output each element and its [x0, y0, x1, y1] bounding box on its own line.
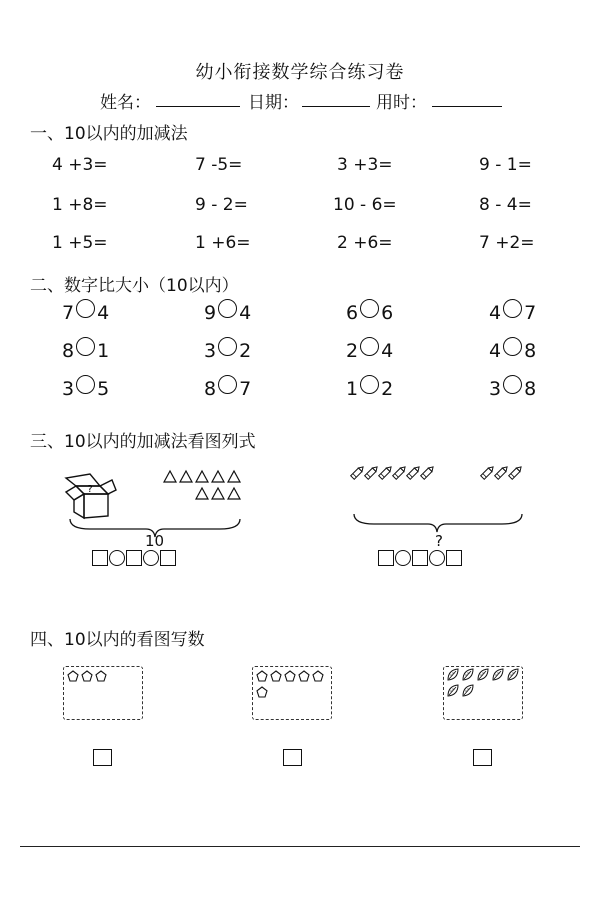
left-number: 3: [489, 378, 502, 400]
pencil-icon: [481, 465, 495, 479]
pentagon-group: [67, 670, 127, 686]
count-answer-box[interactable]: [473, 749, 492, 766]
compare-item: [489, 378, 536, 400]
pencil-icon: [509, 465, 523, 479]
compare-item: [62, 340, 109, 362]
triangle-icon: [196, 488, 208, 499]
triangle-icon: [212, 488, 224, 499]
pentagon-icon: [271, 671, 281, 681]
equation: 1 +6=: [195, 233, 251, 253]
picture-frame: [252, 666, 332, 720]
date-field[interactable]: [302, 88, 370, 107]
equation: 3 +3=: [337, 155, 393, 175]
right-number: 4: [97, 302, 110, 324]
compare-circle[interactable]: [76, 337, 95, 356]
compare-item: [204, 340, 251, 362]
operator-circle[interactable]: [109, 550, 125, 566]
answer-box[interactable]: [446, 550, 462, 566]
time-field[interactable]: [432, 88, 502, 107]
compare-item: [489, 340, 536, 362]
compare-item: [489, 302, 536, 324]
triangles-group: [163, 469, 243, 501]
compare-circle[interactable]: [218, 299, 237, 318]
operator-circle[interactable]: [143, 550, 159, 566]
left-number: 8: [204, 378, 217, 400]
answer-box[interactable]: [160, 550, 176, 566]
triangle-icon: [196, 471, 208, 482]
left-number: 8: [62, 340, 75, 362]
leaf-icon: [508, 669, 518, 680]
left-number: 6: [346, 302, 359, 324]
right-number: 6: [381, 302, 394, 324]
pentagon-icon: [96, 671, 106, 681]
left-number: 2: [346, 340, 359, 362]
pencil-icon: [379, 465, 393, 479]
right-number: 4: [381, 340, 394, 362]
triangle-icon: [228, 471, 240, 482]
date-label: 日期：: [248, 93, 299, 113]
leaf-icon: [478, 669, 488, 680]
right-number: 1: [97, 340, 110, 362]
right-number: 8: [524, 378, 537, 400]
left-number: 3: [204, 340, 217, 362]
pentagon-icon: [82, 671, 92, 681]
compare-item: [204, 378, 251, 400]
compare-item: [204, 302, 251, 324]
pentagon-icon: [68, 671, 78, 681]
picture-frame: [443, 666, 523, 720]
answer-equation-left: [92, 550, 177, 566]
compare-circle[interactable]: [360, 299, 379, 318]
equation: 1 +8=: [52, 195, 108, 215]
answer-box[interactable]: [92, 550, 108, 566]
operator-circle[interactable]: [395, 550, 411, 566]
left-number: 4: [489, 302, 502, 324]
compare-circle[interactable]: [218, 337, 237, 356]
section-4-title: 四、10以内的看图写数: [30, 630, 205, 650]
section-2-title: 二、数字比大小（10以内）: [30, 276, 239, 296]
pencil-icon: [407, 465, 421, 479]
equation: 2 +6=: [337, 233, 393, 253]
pencil-icon: [365, 465, 379, 479]
page-title: 幼小衔接数学综合练习卷: [195, 62, 405, 83]
compare-item: [346, 378, 393, 400]
pencil-icon: [393, 465, 407, 479]
box-icon: [62, 470, 116, 520]
leaf-icon: [463, 669, 473, 680]
right-number: 7: [524, 302, 537, 324]
leaf-group: [447, 668, 525, 702]
equation: 4 +3=: [52, 155, 108, 175]
pencil-icon: [495, 465, 509, 479]
right-number: 7: [239, 378, 252, 400]
compare-item: [62, 378, 109, 400]
compare-item: [346, 302, 393, 324]
equation: 8 - 4=: [479, 195, 532, 215]
triangle-icon: [212, 471, 224, 482]
name-field[interactable]: [156, 88, 240, 107]
compare-circle[interactable]: [76, 375, 95, 394]
answer-box[interactable]: [126, 550, 142, 566]
equation: 7 -5=: [195, 155, 243, 175]
leaf-icon: [463, 685, 473, 696]
section-3-title: 三、10以内的加减法看图列式: [30, 432, 256, 452]
count-answer-box[interactable]: [283, 749, 302, 766]
name-label: 姓名：: [100, 93, 151, 113]
operator-circle[interactable]: [429, 550, 445, 566]
pentagon-icon: [257, 687, 267, 697]
time-label: 用时：: [376, 93, 427, 113]
triangle-icon: [164, 471, 176, 482]
equation: 9 - 1=: [479, 155, 532, 175]
pentagon-icon: [257, 671, 267, 681]
compare-circle[interactable]: [360, 337, 379, 356]
left-number: 9: [204, 302, 217, 324]
count-answer-box[interactable]: [93, 749, 112, 766]
answer-box[interactable]: [378, 550, 394, 566]
right-number: 2: [239, 340, 252, 362]
brace-total-label: 10: [145, 532, 165, 550]
box-mark: ?: [87, 484, 93, 495]
section-1-title: 一、10以内的加减法: [30, 124, 188, 144]
pentagon-icon: [299, 671, 309, 681]
right-number: 4: [239, 302, 252, 324]
equation: 10 - 6=: [333, 195, 397, 215]
answer-box[interactable]: [412, 550, 428, 566]
left-number: 3: [62, 378, 75, 400]
leaf-icon: [448, 685, 458, 696]
compare-circle[interactable]: [503, 375, 522, 394]
compare-circle[interactable]: [218, 375, 237, 394]
brace-total-label: ?: [435, 532, 443, 550]
compare-circle[interactable]: [503, 337, 522, 356]
equation: 1 +5=: [52, 233, 108, 253]
compare-circle[interactable]: [76, 299, 95, 318]
pencil-icon: [421, 465, 435, 479]
equation: 7 +2=: [479, 233, 535, 253]
leaf-icon: [448, 669, 458, 680]
compare-circle[interactable]: [360, 375, 379, 394]
triangle-icon: [228, 488, 240, 499]
leaf-icon: [493, 669, 503, 680]
pencils-group: [350, 466, 530, 484]
bottom-divider: [20, 846, 580, 847]
answer-equation-right: [378, 550, 463, 566]
pentagon-icon: [285, 671, 295, 681]
compare-circle[interactable]: [503, 299, 522, 318]
equation: 9 - 2=: [195, 195, 248, 215]
right-number: 8: [524, 340, 537, 362]
left-number: 7: [62, 302, 75, 324]
compare-item: [62, 302, 109, 324]
triangle-icon: [180, 471, 192, 482]
right-number: 2: [381, 378, 394, 400]
pentagon-icon: [313, 671, 323, 681]
left-number: 1: [346, 378, 359, 400]
pentagon-group: [256, 670, 334, 704]
left-number: 4: [489, 340, 502, 362]
pencil-icon: [351, 465, 365, 479]
compare-item: [346, 340, 393, 362]
right-number: 5: [97, 378, 110, 400]
picture-frame: [63, 666, 143, 720]
